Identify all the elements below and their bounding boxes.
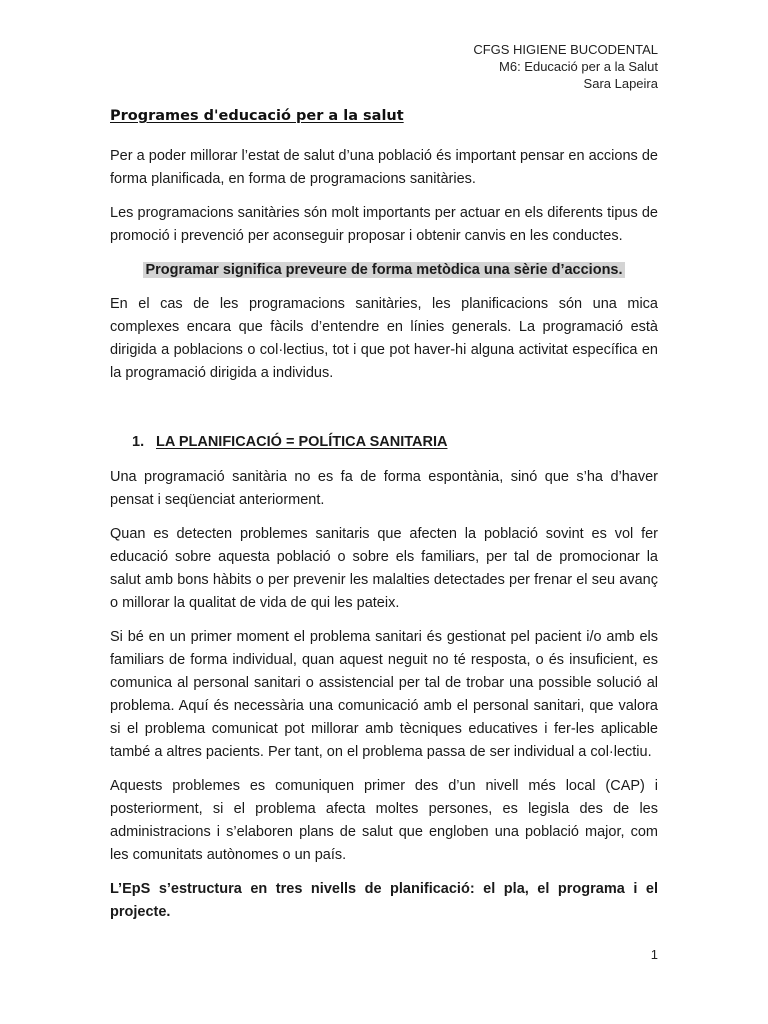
section-heading — [110, 431, 658, 454]
section-paragraph-3: Si bé en un primer moment el problema sanitari és gestionat pel pacient i/o amb els familiars de forma individual, quan aquest neguit no té resposta, o és insuficient, es comunica al personal sanitari o assistencial per tal de trobar una possible solució al problema. Aquí és necessària una comunicació amb el personal sanitari, que valora si el problema comunicat pot millorar amb tècniques educatives i fer-les aplicable també a altres pacients. Per tant, on el problema passa de ser individual a col·lectiu. — [110, 629, 658, 760]
section-spacer — [110, 396, 658, 431]
section-paragraph-1: Una programació sanitària no es fa de forma espontània, sinó que s’ha d’haver pensat i seqüenciat anteriorment. — [110, 469, 658, 508]
header-author: Sara Lapeira — [583, 76, 658, 91]
page-number: 1 — [650, 947, 658, 962]
section-paragraph-5: L’EpS s’estructura en tres nivells de planificació: el pla, el programa i el projecte. — [110, 881, 658, 920]
section-title: LA PLANIFICACIÓ = POLÍTICA SANITARIA — [156, 434, 448, 450]
page-header — [473, 41, 658, 92]
section-paragraph-4: Aquests problemes es comuniquen primer des d’un nivell més local (CAP) i posteriorment, si el problema afecta moltes persones, es legisla des de les administracions i s’elaboren plans de salut que engloben una població major, com les comunitats autònomes o un país. — [110, 778, 658, 863]
intro-paragraph-3: En el cas de les programacions sanitàries, les planificacions són una mica complexes encara que fàcils d’entendre en línies generals. La programació està dirigida a poblacions o col·lectius, tot i que pot haver-hi alguna activitat específica en la programació dirigida a individus. — [110, 296, 658, 381]
highlighted-definition: Programar significa preveure de forma metòdica una sèrie d’accions. — [145, 262, 623, 278]
header-course: CFGS HIGIENE BUCODENTAL — [473, 42, 658, 57]
document-body — [110, 145, 658, 935]
header-module: M6: Educació per a la Salut — [499, 59, 658, 74]
document-title: Programes d'educació per a la salut — [110, 108, 404, 124]
section-paragraph-2: Quan es detecten problemes sanitaris que afecten la població sovint es vol fer educació sobre aquesta població o sobre els familiars, per tal de promocionar la salut amb bons hàbits o per prevenir les malalties detectades per frenar el seu avanç o millorar la qualitat de vida de qui les pateix. — [110, 526, 658, 611]
highlight-line — [110, 259, 658, 282]
section-number: 1. — [132, 434, 145, 450]
intro-paragraph-1: Per a poder millorar l’estat de salut d’una població és important pensar en accions de forma planificada, en forma de programacions sanitàries. — [110, 148, 658, 187]
intro-paragraph-2: Les programacions sanitàries són molt importants per actuar en els diferents tipus de promoció i prevenció per aconseguir proposar i obtenir canvis en les conductes. — [110, 205, 658, 244]
